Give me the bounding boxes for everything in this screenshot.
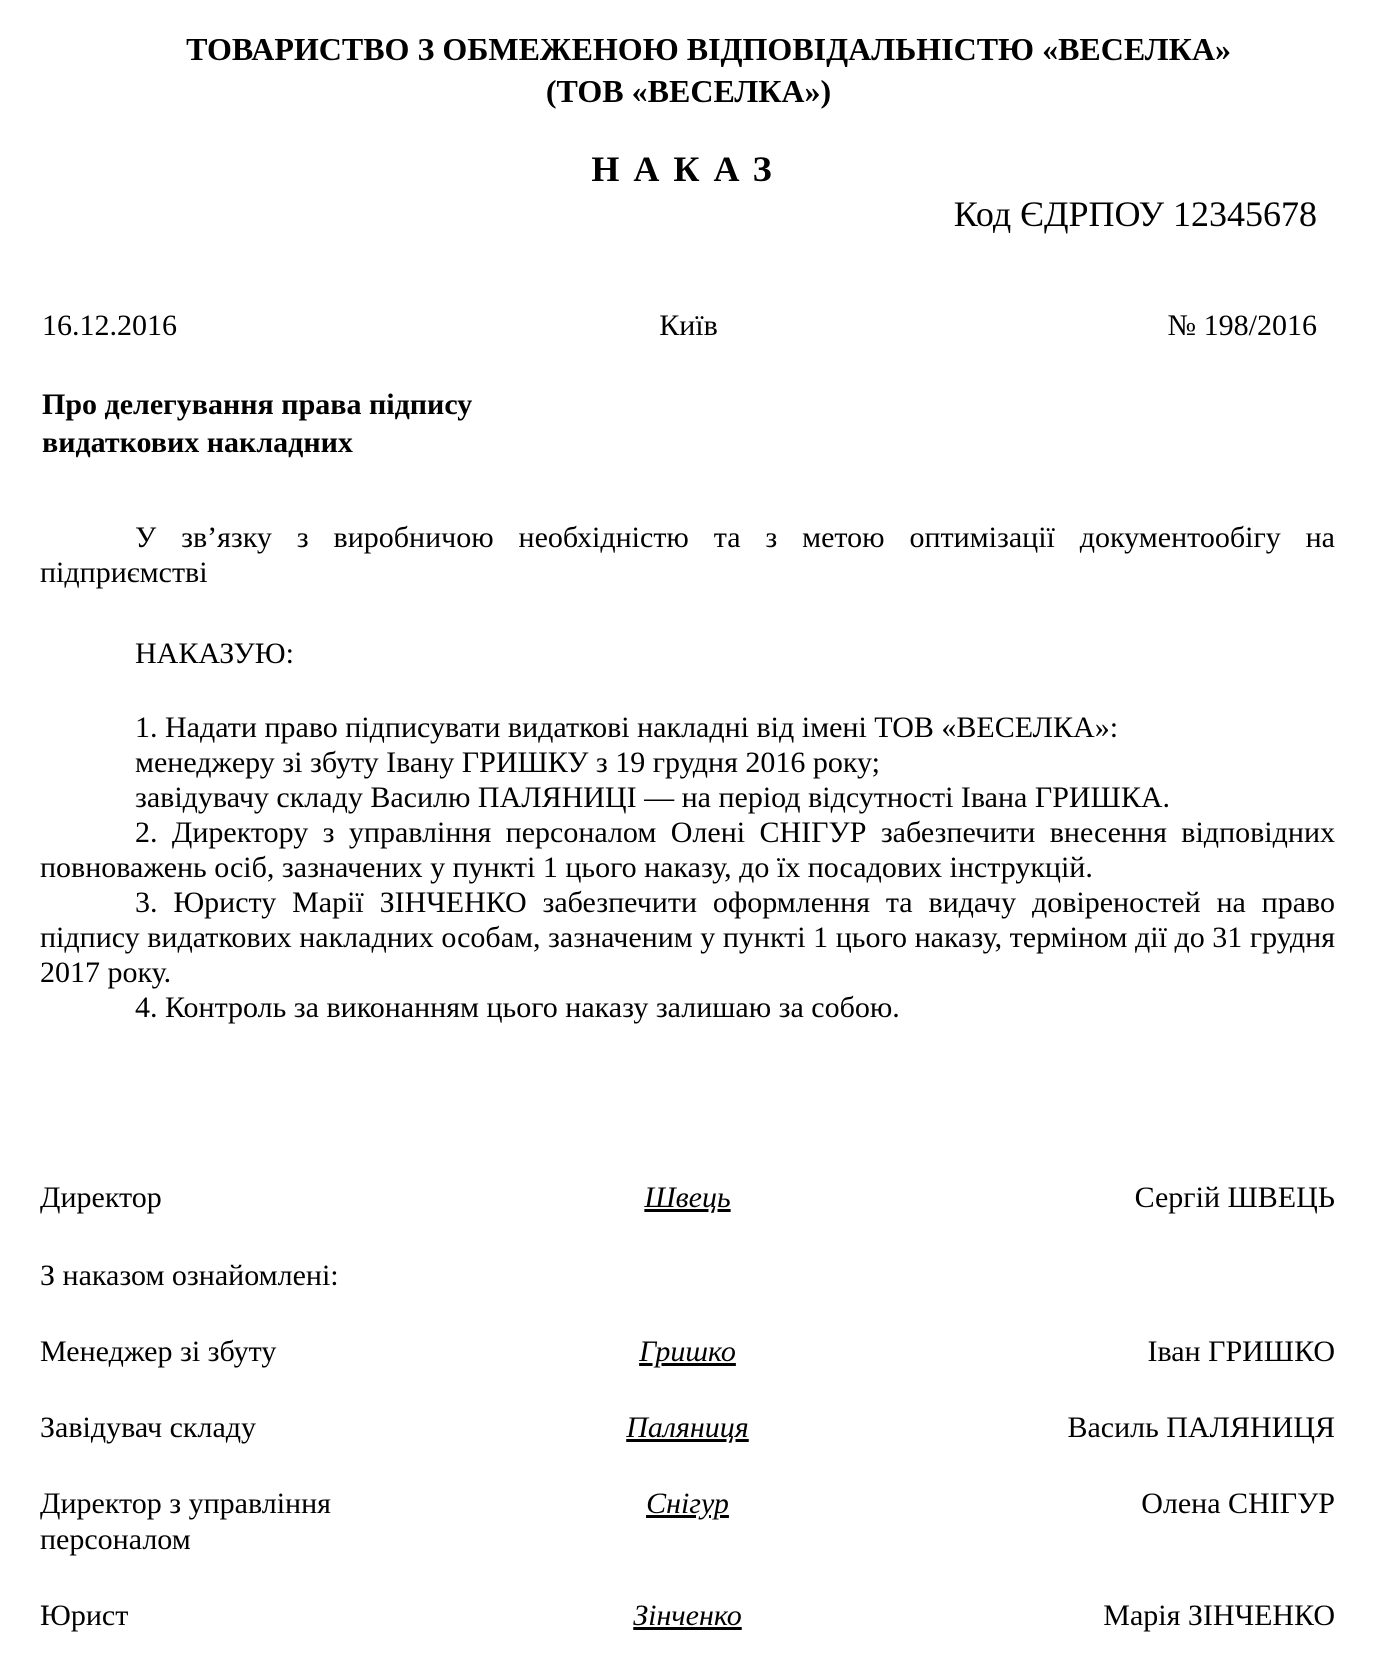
item-2: 2. Директору з управління персоналом Олені СНІГУР забезпечити внесення відповідних повноважень осіб, зазначених у пункті 1 цього наказу, до їх посадових інструкцій.: [40, 816, 1335, 884]
signatory-name: Марія ЗІНЧЕНКО: [1103, 1599, 1335, 1632]
signatory-position: Юрист: [40, 1599, 129, 1632]
signatory-position-continued: персоналом: [40, 1523, 191, 1556]
subject-line-2: видаткових накладних: [42, 426, 353, 459]
item-1-heading: 1. Надати право підписувати видаткові накладні від імені ТОВ «ВЕСЕЛКА»:: [135, 711, 1119, 744]
order-subject: [42, 386, 642, 462]
order-items: [40, 710, 1335, 1025]
signatory-position: Директор: [40, 1181, 162, 1214]
handwritten-signature: Зінченко: [633, 1599, 742, 1632]
signatory-position: Завідувач складу: [40, 1411, 257, 1444]
intro-paragraph: У зв’язку з виробничою необхідністю та з метою оптимізації документообігу на підприємстві: [40, 521, 1335, 589]
signatory-name: Василь ПАЛЯНИЦЯ: [1067, 1411, 1335, 1444]
item-1-line-a: менеджеру зі збуту Івану ГРИШКУ з 19 грудня 2016 року;: [135, 746, 880, 779]
item-4: 4. Контроль за виконанням цього наказу залишаю за собою.: [135, 991, 900, 1024]
handwritten-signature: Гришко: [639, 1335, 736, 1368]
acquainted-label: З наказом ознайомлені:: [40, 1259, 339, 1292]
order-number: № 198/2016: [1167, 309, 1317, 342]
acquainted-signature-row: [40, 1486, 1335, 1558]
order-word: НАКАЗУЮ:: [135, 637, 294, 670]
acquainted-signature-row: [40, 1410, 1335, 1446]
signatory-name: Олена СНІГУР: [1141, 1487, 1335, 1520]
acquainted-signature-row: [40, 1334, 1335, 1370]
organization-full-name: ТОВАРИСТВО З ОБМЕЖЕНОЮ ВІДПОВІДАЛЬНІСТЮ «ВЕСЕЛКА»: [186, 31, 1231, 67]
document-type-title: НАКАЗ: [591, 149, 786, 189]
signatory-name: Сергій ШВЕЦЬ: [1134, 1181, 1335, 1214]
handwritten-signature: Швець: [644, 1181, 731, 1214]
signatory-position: Директор з управління: [40, 1487, 331, 1520]
subject-line-1: Про делегування права підпису: [42, 388, 473, 421]
order-date: 16.12.2016: [42, 309, 177, 342]
item-1-line-b: завідувачу складу Василю ПАЛЯНИЦІ — на період відсутності Івана ГРИШКА.: [135, 781, 1170, 814]
item-3: 3. Юристу Марії ЗІНЧЕНКО забезпечити оформлення та видачу довіреностей на право підпису видаткових накладних особам, зазначеним у пункті 1 цього наказу, терміном дії до 31 грудня 2017 року.: [40, 886, 1335, 989]
handwritten-signature: Паляниця: [626, 1411, 749, 1444]
handwritten-signature: Снігур: [646, 1487, 729, 1520]
signatory-name: Іван ГРИШКО: [1147, 1335, 1335, 1368]
organization-short-name: (ТОВ «ВЕСЕЛКА»): [545, 73, 832, 109]
order-city: Київ: [659, 309, 718, 342]
acquainted-signature-row: [40, 1598, 1335, 1634]
edrpou-code: Код ЄДРПОУ 12345678: [953, 194, 1317, 234]
director-signature-row: [40, 1180, 1335, 1216]
signatory-position: Менеджер зі збуту: [40, 1335, 277, 1368]
